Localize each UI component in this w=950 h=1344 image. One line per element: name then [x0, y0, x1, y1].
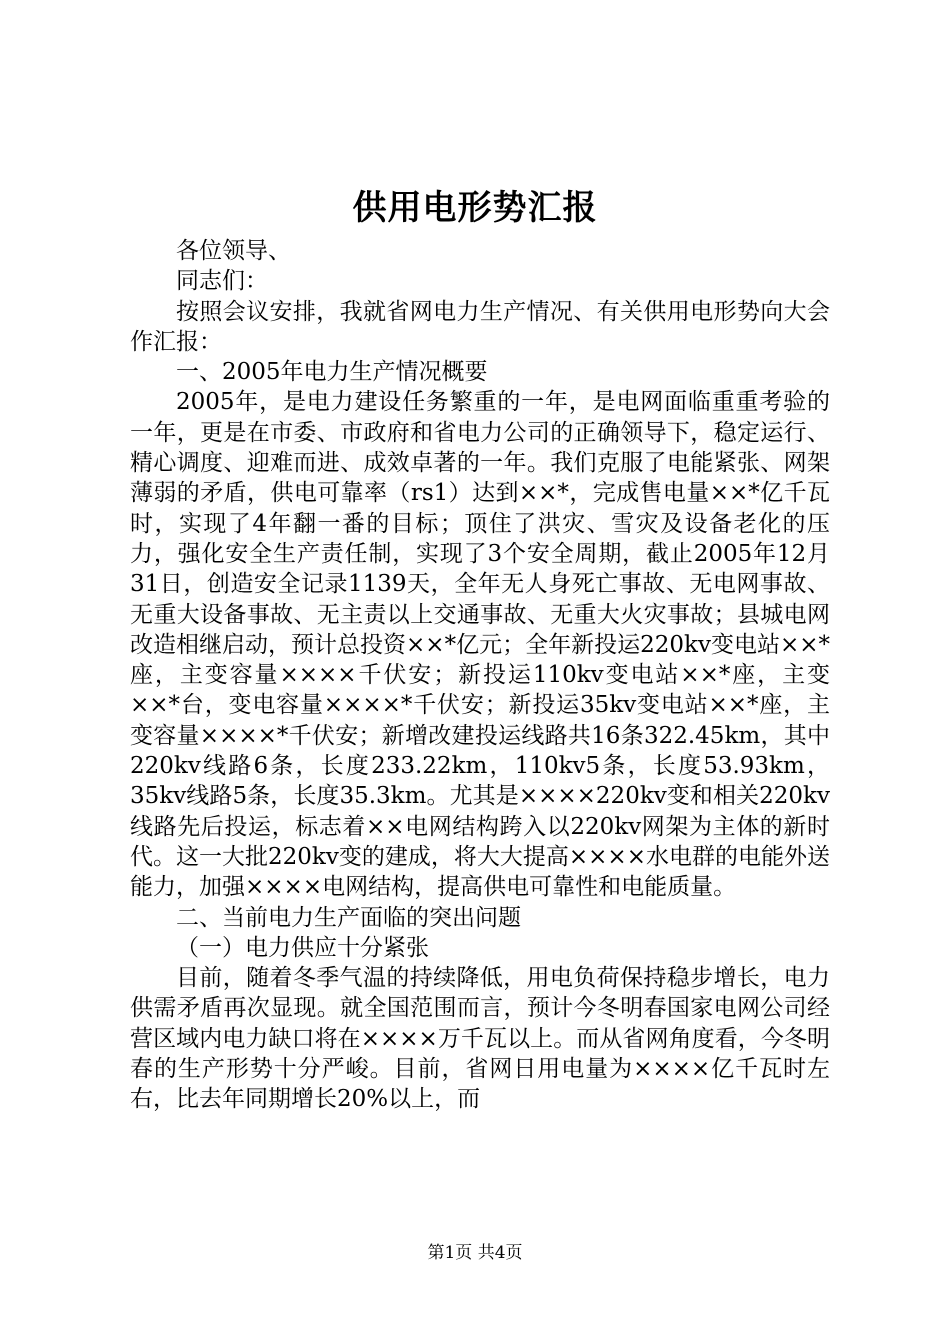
- page-number-footer: 第1页 共4页: [427, 1243, 523, 1263]
- salutation-leaders: 各位领导、: [176, 238, 291, 264]
- section-heading-1: 一、2005年电力生产情况概要: [176, 359, 488, 386]
- subsection-heading-1: （一）电力供应十分紧张: [176, 934, 429, 961]
- document-title: 供用电形势汇报: [352, 188, 598, 228]
- document-body: [130, 236, 830, 1115]
- salutation-comrades: 同志们：: [176, 268, 268, 295]
- section-1-paragraph: 2005年，是电力建设任务繁重的一年，是电网面临重重考验的一年，更是在市委、市政府和省电力公司的正确领导下，稳定运行、精心调度、迎难而进、成效卓著的一年。我们克服了电能紧张、网架薄弱的矛盾，供电可靠率（rs1）达到××*，完成售电量××*亿千瓦时，实现了4年翻一番的目标；顶住了洪灾、雪灾及设备老化的压力，强化安全生产责任制，实现了3个安全周期，截止2005年12月31日，创造安全记录1139天，全年无人身死亡事故、无电网事故、无重大设备事故、无主责以上交通事故、无重大火灾事故；县城电网改造相继启动，预计总投资××*亿元；全年新投运220kv变电站××*座，主变容量××××千伏安；新投运110kv变电站××*座，主变××*台，变电容量××××*千伏安；新投运35kv变电站××*座，主变容量××××*千伏安；新增改建投运线路共16条322.45km，其中220kv线路6条，长度233.22km，110kv5条，长度53.93km，35kv线路5条，长度35.3km。尤其是××××220kv变和相关220kv线路先后投运，标志着××电网结构跨入以220kv网架为主体的新时代。这一大批220kv变的建成，将大大提高××××水电群的电能外送能力，加强××××电网结构，提高供电可靠性和电能质量。: [130, 389, 830, 901]
- section-heading-2: 二、当前电力生产面临的突出问题: [176, 904, 521, 931]
- subsection-1-paragraph: 目前，随着冬季气温的持续降低，用电负荷保持稳步增长，电力供需矛盾再次显现。就全国范围而言，预计今冬明春国家电网公司经营区域内电力缺口将在××××万千瓦以上。而从省网角度看，今冬明春的生产形势十分严峻。目前，省网日用电量为××××亿千瓦时左右，比去年同期增长20%以上，而: [130, 965, 830, 1113]
- intro-paragraph: 按照会议安排，我就省网电力生产情况、有关供用电形势向大会作汇报：: [130, 298, 830, 355]
